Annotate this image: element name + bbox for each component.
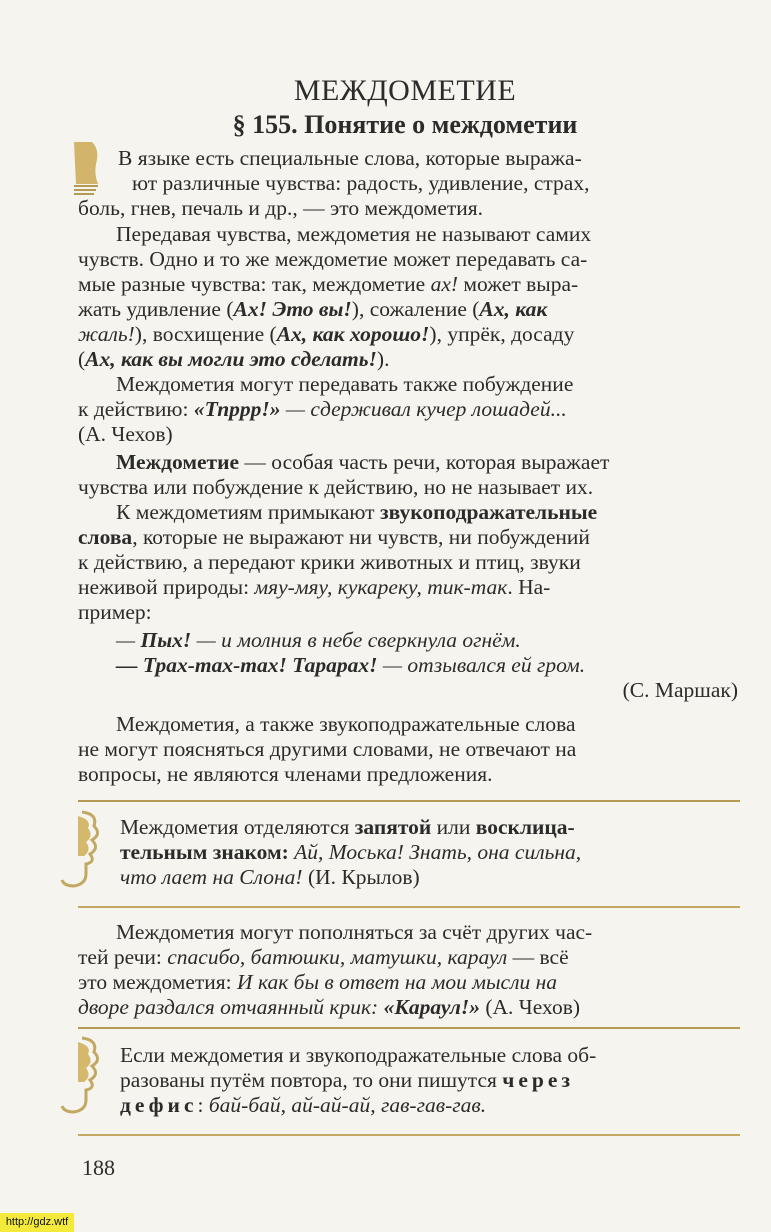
text-line: Междометие — особая часть речи, которая выражает [116, 450, 610, 474]
paragraph-replenishment [78, 920, 738, 1020]
rule-divider-top [78, 800, 740, 802]
rule-hyphen [120, 1043, 740, 1118]
text-line: мые разные чувства: так, междометие ах! может выра- [78, 272, 579, 296]
page-number: 188 [82, 1155, 115, 1180]
poem-line: — Трах-тах-тах! Тарарах! — отзывался ей гром. [116, 653, 586, 677]
text-line: Междометия, а также звукоподражательные слова [116, 712, 576, 736]
text-line: чувства или побуждение к действию, но не называет их. [78, 475, 594, 499]
text-line: разованы путём повтора, то они пишутся через [120, 1068, 575, 1092]
ornament-icon [58, 808, 104, 892]
rule-divider-top [78, 1027, 740, 1029]
text-line: (А. Чехов) [78, 422, 173, 446]
text-line: не могут поясняться другими словами, не отвечают на [78, 737, 577, 761]
rule-punctuation [120, 815, 740, 890]
text-line: Междометия отделяются запятой или восклица- [120, 815, 575, 839]
text-line: Междометия могут пополняться за счёт других час- [116, 920, 593, 944]
text-line: слова, которые не выражают ни чувств, ни побуждений [78, 525, 590, 549]
poem-author: (С. Маршак) [622, 678, 738, 702]
poem-quote [78, 628, 738, 703]
chapter-heading: МЕЖДОМЕТИЕ [293, 74, 517, 107]
text-line: жать удивление (Ах! Это вы!), сожаление (Ах, как [78, 297, 548, 321]
text-line: Междометия могут передавать также побуждение [116, 372, 574, 396]
text-line: жаль!), восхищение (Ах, как хорошо!), упрёк, досаду [78, 322, 575, 346]
poem-line: — Пых! — и молния в небе сверкнула огнём. [116, 628, 521, 652]
text-line: пример: [78, 600, 152, 624]
text-line: Если междометия и звукоподражательные слова об- [120, 1043, 597, 1067]
text-line: К междометиям примыкают звукоподражательные [116, 500, 598, 524]
text-line: ют различные чувства: радость, удивление, страх, [132, 171, 590, 195]
ornament-icon [58, 1034, 104, 1118]
rule-divider-bottom [78, 1134, 740, 1136]
text-line: к действию: «Тпррр!» — сдерживал кучер лошадей... [78, 397, 567, 421]
text-line: неживой природы: мяу-мяу, кукареку, тик-так. На- [78, 575, 551, 599]
paragraph-motivation [78, 372, 738, 447]
text-line: (Ах, как вы могли это сделать!). [78, 347, 390, 371]
section-title: § 155. Понятие о междометии [232, 110, 578, 139]
paragraph-definition [78, 450, 738, 500]
text-line: дефис: бай-бай, ай-ай-ай, гав-гав-гав. [120, 1093, 487, 1117]
paragraph-onomatopoeia [78, 500, 738, 625]
text-line: В языке есть специальные слова, которые выража- [118, 146, 582, 170]
text-line: боль, гнев, печаль и др., — это междометия. [78, 196, 484, 220]
watermark-link[interactable]: http://gdz.wtf [0, 1213, 74, 1232]
text-line: к действию, а передают крики животных и птиц, звуки [78, 550, 581, 574]
text-line: что лает на Слона! (И. Крылов) [120, 865, 420, 889]
paragraph-intro [78, 146, 738, 221]
text-line: это междометия: И как бы в ответ на мои мысли на [78, 970, 558, 994]
text-line: тей речи: спасибо, батюшки, матушки, караул — всё [78, 945, 569, 969]
text-line: дворе раздался отчаянный крик: «Караул!» (А. Чехов) [78, 995, 581, 1019]
paragraph-feelings [78, 222, 738, 372]
text-line: тельным знаком: Ай, Моська! Знать, она сильна, [120, 840, 582, 864]
rule-divider-bottom [78, 906, 740, 908]
text-line: вопросы, не являются членами предложения. [78, 762, 493, 786]
paragraph-syntax [78, 712, 738, 787]
text-line: чувств. Одно и то же междометие может передавать са- [78, 247, 588, 271]
text-line: Передавая чувства, междометия не называют самих [116, 222, 592, 246]
